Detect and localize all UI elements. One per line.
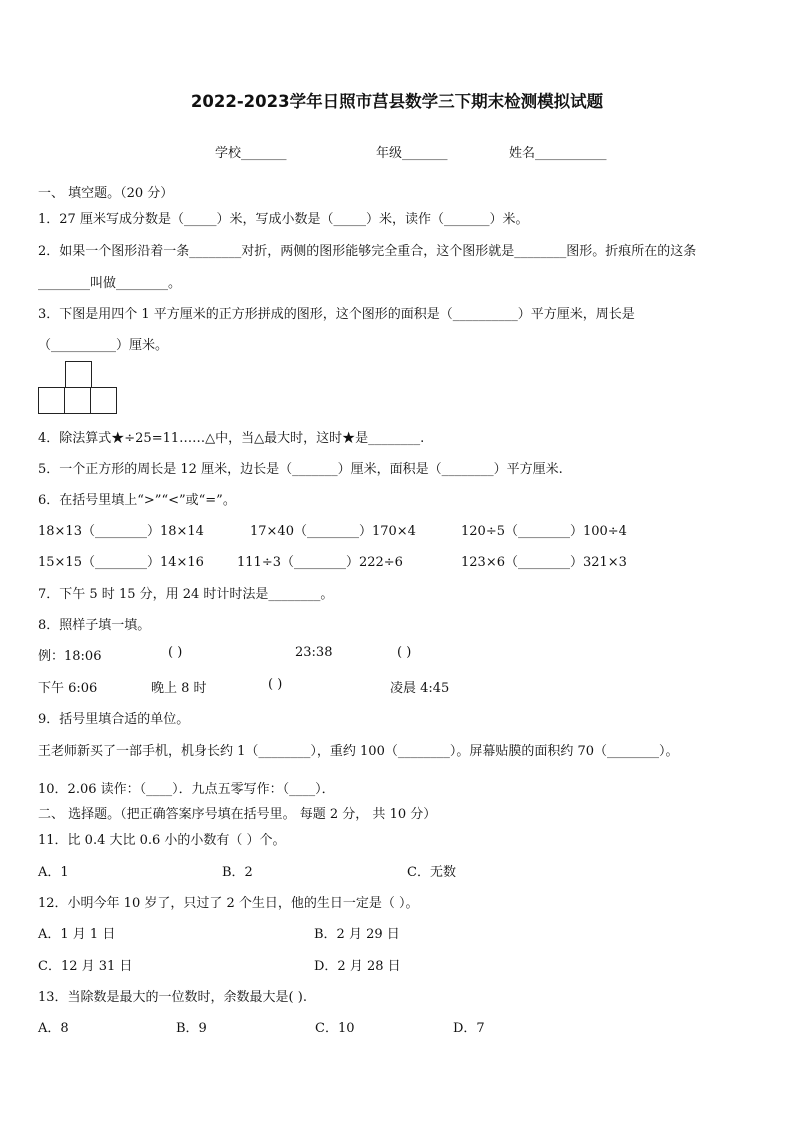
option-a: A．8 xyxy=(38,1021,69,1036)
option-d: D．2 月 28 日 xyxy=(314,959,401,974)
question-7: 7．下午 5 时 15 分，用 24 时计时法是________。 xyxy=(38,587,334,602)
question-9-body: 王老师新买了一部手机，机身长约 1（________），重约 100（________）。屏幕贴膜的面积约 70（________）。 xyxy=(38,744,679,759)
school-field: 学校_______ xyxy=(215,146,287,161)
time-example: 例：18:06 xyxy=(38,649,102,664)
question-3-line2: （__________）厘米。 xyxy=(38,338,169,353)
question-4: 4．除法算式★÷25=11……△中，当△最大时，这时★是________. xyxy=(38,431,425,446)
option-c: C．无数 xyxy=(407,865,456,880)
compare-item: 18×13（________）18×14 xyxy=(38,524,204,539)
time-blank: ( ) xyxy=(268,677,283,692)
figure-square-bottom-right xyxy=(90,387,117,414)
section-heading-choice: 二、 选择题。（把正确答案序号填在括号里。 每题 2 分， 共 10 分） xyxy=(38,807,437,822)
compare-item: 17×40（________）170×4 xyxy=(250,524,416,539)
grade-field: 年级_______ xyxy=(376,146,448,161)
time-value: 晚上 8 时 xyxy=(151,681,207,696)
question-5: 5．一个正方形的周长是 12 厘米，边长是（_______）厘米，面积是（________）平方厘米. xyxy=(38,462,563,477)
option-a: A．1 月 1 日 xyxy=(38,927,116,942)
section-heading-fill-in: 一、 填空题。（20 分） xyxy=(38,186,174,201)
question-1: 1．27 厘米写成分数是（_____）米，写成小数是（_____）米，读作（_______）米。 xyxy=(38,212,529,227)
question-9: 9．括号里填合适的单位。 xyxy=(38,712,190,727)
question-6: 6．在括号里填上“>”“<”或“=”。 xyxy=(38,493,236,508)
question-3-line1: 3．下图是用四个 1 平方厘米的正方形拼成的图形，这个图形的面积是（__________）平方厘米，周长是 xyxy=(38,307,635,322)
option-b: B．2 xyxy=(222,865,253,880)
option-c: C．10 xyxy=(315,1021,355,1036)
time-value: 凌晨 4:45 xyxy=(390,681,450,696)
compare-item: 111÷3（________）222÷6 xyxy=(237,555,403,570)
question-11: 11．比 0.4 大比 0.6 小的小数有（ ）个。 xyxy=(38,833,286,848)
option-b: B．2 月 29 日 xyxy=(314,927,400,942)
option-b: B．9 xyxy=(176,1021,207,1036)
compare-item: 15×15（________）14×16 xyxy=(38,555,204,570)
question-2-line2: ________叫做________。 xyxy=(38,276,182,291)
page-title: 2022-2023学年日照市莒县数学三下期末检测模拟试题 xyxy=(190,92,604,111)
time-value: 下午 6:06 xyxy=(38,681,98,696)
question-12: 12．小明今年 10 岁了，只过了 2 个生日，他的生日一定是（ ）。 xyxy=(38,896,419,911)
compare-item: 123×6（________）321×3 xyxy=(461,555,627,570)
figure-square-top xyxy=(65,361,92,388)
question-2-line1: 2．如果一个图形沿着一条________对折，两侧的图形能够完全重合，这个图形就是________图形。折痕所在的这条 xyxy=(38,244,697,259)
question-8: 8．照样子填一填。 xyxy=(38,618,151,633)
time-blank: ( ) xyxy=(397,645,412,660)
option-a: A．1 xyxy=(38,865,69,880)
name-field: 姓名___________ xyxy=(509,146,607,161)
time-blank: ( ) xyxy=(168,645,183,660)
compare-item: 120÷5（________）100÷4 xyxy=(461,524,627,539)
time-value: 23:38 xyxy=(295,645,333,660)
option-d: D．7 xyxy=(453,1021,485,1036)
option-c: C．12 月 31 日 xyxy=(38,959,133,974)
question-13: 13．当除数是最大的一位数时，余数最大是( ). xyxy=(38,990,307,1005)
figure-square-bottom-left xyxy=(38,387,65,414)
figure-square-bottom-middle xyxy=(64,387,91,414)
question-10: 10．2.06 读作：（____）．九点五零写作：（____）． xyxy=(38,782,335,797)
